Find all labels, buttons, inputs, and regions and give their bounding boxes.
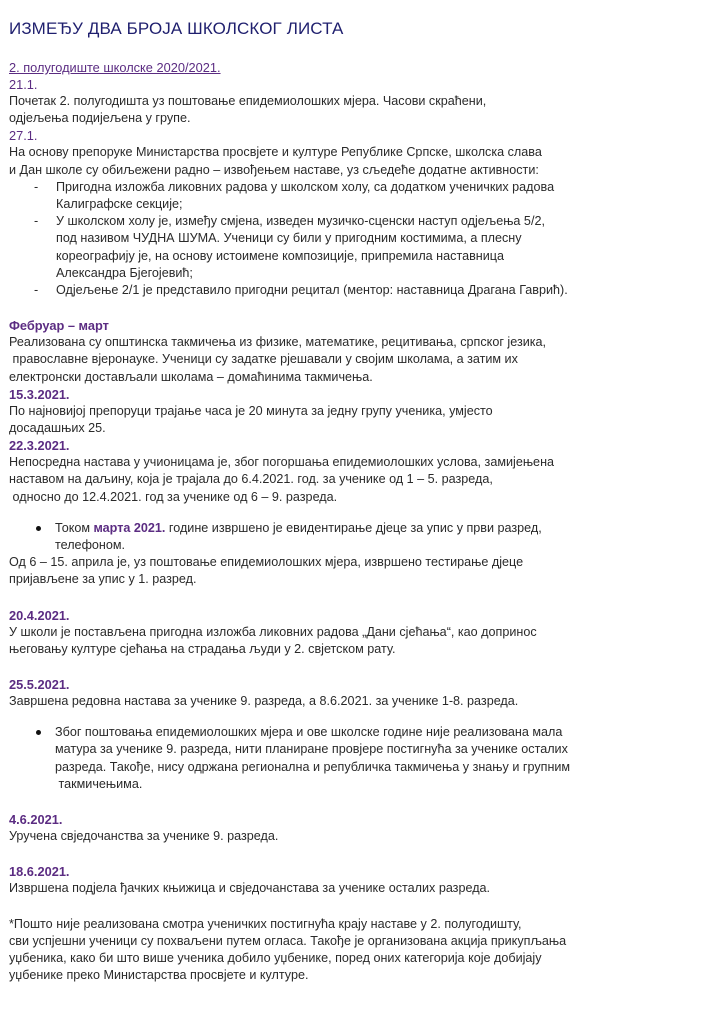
list-item: Због поштовања епидемиолошких мјера и ове школске године није реализована мала матура за ученике 9. разреда, нити планиране провјере постигнућа за ученике осталих разреда. Такође, нису одржана регионална и републичка такмичења у знању и групним такмичењима. bbox=[33, 724, 714, 793]
paragraph-line: досадашњих 25. bbox=[9, 421, 106, 436]
paragraph-line: У школи је постављена пригодна изложба ликовних радова „Дани сјећања“, као допринос bbox=[9, 624, 537, 639]
entry-date: 27.1. bbox=[9, 128, 38, 144]
paragraph-line: Извршена подјела ђачких књижица и свједочанстава за ученике осталих разреда. bbox=[9, 881, 491, 896]
paragraph-line: пријављене за упис у 1. разред. bbox=[9, 572, 197, 587]
paragraph-line: електронски достављали школама – домаћинима такмичења. bbox=[9, 369, 373, 384]
entry-date: Фебруар – март bbox=[9, 318, 109, 334]
highlight-text: марта 2021. bbox=[93, 520, 166, 535]
list-item: - Пригодна изложба ликовних радова у школском холу, са додатком ученичких радова Калиграфске секције; bbox=[34, 179, 714, 213]
entry-date: 18.6.2021. bbox=[9, 864, 70, 880]
list-item: - Одјељење 2/1 је представило пригодни рецитал (ментор: наставница Драгана Гаврић). bbox=[34, 282, 714, 299]
paragraph-line: Уручена свједочанства за ученике 9. разреда. bbox=[9, 829, 279, 844]
entry-date: 25.5.2021. bbox=[9, 677, 70, 693]
footnote-line: уџбенике преко Министарства просвјете и културе. bbox=[9, 968, 309, 983]
list-item: - У школском холу је, између смјена, изведен музичко-сценски наступ одјељења 5/2, под називом ЧУДНА ШУМА. Ученици су били у пригодним костимима, а плесну кореографију је, на основу истоимене композиције, припремила наставница Александра Бјегојевић; bbox=[34, 213, 714, 282]
paragraph-line: На основу препоруке Министарства просвјете и културе Републике Српске, школска слава bbox=[9, 145, 542, 160]
paragraph-line: и Дан школе су обиљежени радно – извођењем наставе, уз сљедеће додатне активности: bbox=[9, 162, 539, 177]
paragraph-line: Од 6 – 15. априла је, уз поштовање епидемиолошких мјера, извршено тестирање дјеце bbox=[9, 555, 524, 570]
paragraph-line: одјељења подијељена у групе. bbox=[9, 111, 191, 126]
bullet-list bbox=[9, 520, 714, 554]
paragraph-line: православне вјеронауке. Ученици су задатке рјешавали у својим школама, а затим их bbox=[9, 352, 518, 367]
paragraph-line: односно до 12.4.2021. год за ученике од 6 – 9. разреда. bbox=[9, 489, 338, 504]
entry-date: 15.3.2021. bbox=[9, 386, 70, 402]
paragraph-line: његовању културе сјећања на страдања људи у 2. свјетском рату. bbox=[9, 641, 396, 656]
footnote-line: сви успјешни ученици су похваљени путем огласа. Такође је организована акција прикупљања bbox=[9, 933, 567, 948]
page-title: ИЗМЕЂУ ДВА БРОЈА ШКОЛСКОГ ЛИСТА bbox=[9, 19, 344, 38]
paragraph-line: Непосредна настава у учионицама је, због погоршања епидемиолошких услова, замијењена bbox=[9, 455, 555, 470]
entry-date: 20.4.2021. bbox=[9, 607, 70, 623]
footnote-line: *Пошто није реализована смотра ученичких постигнућа крају наставе у 2. полугодишту, bbox=[9, 916, 522, 931]
paragraph-line: Почетак 2. полугодишта уз поштовање епидемиолошких мјера. Часови скраћени, bbox=[9, 94, 487, 108]
entry-date: 21.1. bbox=[9, 77, 38, 92]
paragraph-line: По најновијој препоруци трајање часа је 20 минута за једну групу ученика, умјесто bbox=[9, 403, 493, 418]
entry-date: 4.6.2021. bbox=[9, 812, 63, 828]
paragraph-line: Завршена редовна настава за ученике 9. разреда, а 8.6.2021. за ученике 1-8. разреда. bbox=[9, 694, 519, 709]
paragraph-line: наставом на даљину, која је трајала до 6.4.2021. год. за ученике од 1 – 5. разреда, bbox=[9, 472, 493, 487]
bullet-list bbox=[9, 724, 714, 793]
paragraph-line: Реализована су општинска такмичења из физике, математике, рецитивања, српског језика, bbox=[9, 335, 547, 350]
list-item: Током марта 2021. године извршено је евидентирање дјеце за упис у први разред, телефоном. bbox=[33, 520, 714, 554]
semester-heading: 2. полугодиште школске 2020/2021. bbox=[9, 60, 221, 75]
entry-date: 22.3.2021. bbox=[9, 438, 70, 454]
activities-list bbox=[9, 179, 714, 299]
footnote-line: уџбеника, како би што више ученика добило уџбенике, поред оних категорија које добијају bbox=[9, 950, 542, 965]
